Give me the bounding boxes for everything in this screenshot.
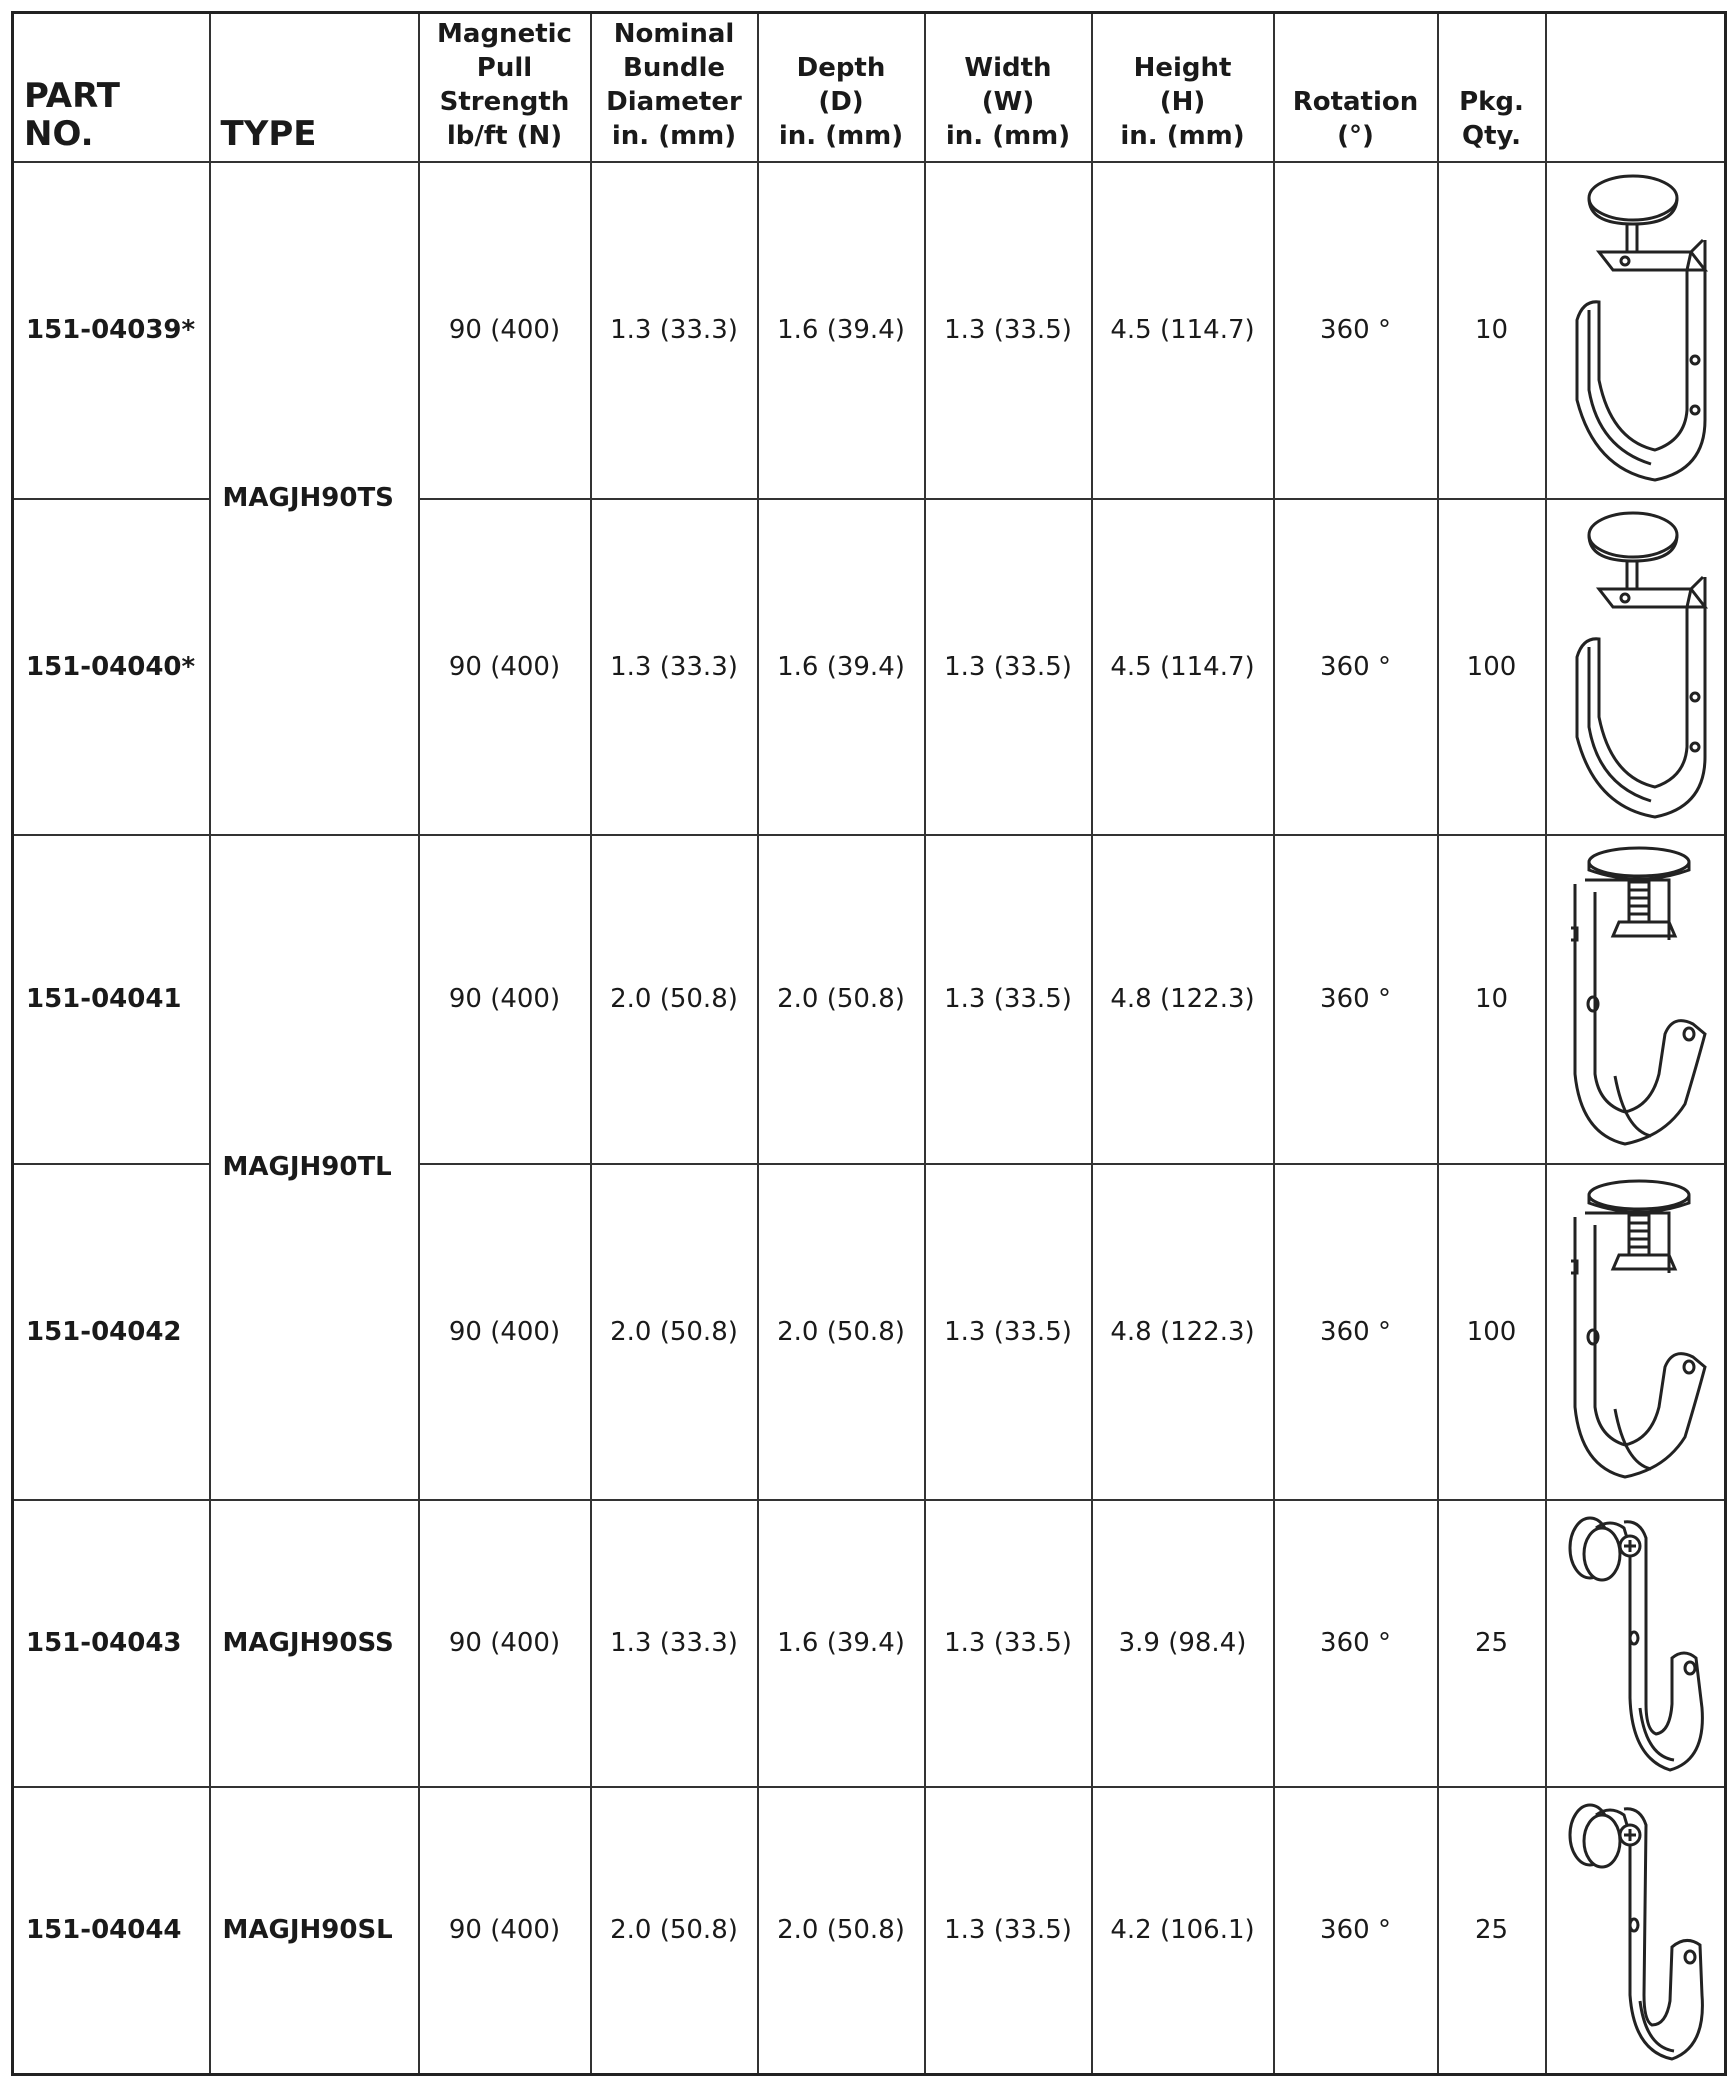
bundle-diameter-cell: 2.0 (50.8) <box>591 835 758 1164</box>
height-cell: 4.8 (122.3) <box>1092 1164 1274 1500</box>
threaded-short-hook-icon <box>1555 170 1715 490</box>
header-bundle-diameter: Nominal Bundle Diameter in. (mm) <box>591 13 758 162</box>
bundle-diameter-cell: 2.0 (50.8) <box>591 1164 758 1500</box>
depth-cell: 1.6 (39.4) <box>758 1500 925 1787</box>
pull-strength-cell: 90 (400) <box>419 499 591 835</box>
pkg-qty-cell: 10 <box>1438 835 1546 1164</box>
part-number: 151-04043 <box>13 1500 210 1787</box>
type-cell: MAGJH90SS <box>210 1500 419 1787</box>
rotation-cell: 360 ° <box>1274 1500 1438 1787</box>
depth-cell: 1.6 (39.4) <box>758 499 925 835</box>
type-cell: MAGJH90TS <box>210 162 419 835</box>
threaded-large-hook-icon <box>1555 1177 1715 1487</box>
header-pull-strength: Magnetic Pull Strength lb/ft (N) <box>419 13 591 162</box>
product-image-cell <box>1546 1787 1726 2075</box>
pull-strength-cell: 90 (400) <box>419 162 591 499</box>
side-mount-large-hook-icon <box>1560 1795 1710 2065</box>
depth-cell: 1.6 (39.4) <box>758 162 925 499</box>
header-row <box>13 13 1726 162</box>
rotation-cell: 360 ° <box>1274 162 1438 499</box>
part-number: 151-04041 <box>13 835 210 1164</box>
header-height: Height (H) in. (mm) <box>1092 13 1274 162</box>
pkg-qty-cell: 100 <box>1438 1164 1546 1500</box>
width-cell: 1.3 (33.5) <box>925 1500 1092 1787</box>
product-spec-table <box>11 11 1727 2076</box>
type-cell: MAGJH90SL <box>210 1787 419 2075</box>
product-image-cell <box>1546 1164 1726 1500</box>
height-cell: 4.5 (114.7) <box>1092 162 1274 499</box>
width-cell: 1.3 (33.5) <box>925 1787 1092 2075</box>
header-rotation: Rotation (°) <box>1274 13 1438 162</box>
pull-strength-cell: 90 (400) <box>419 835 591 1164</box>
product-image-cell <box>1546 1500 1726 1787</box>
pull-strength-cell: 90 (400) <box>419 1787 591 2075</box>
width-cell: 1.3 (33.5) <box>925 835 1092 1164</box>
rotation-cell: 360 ° <box>1274 835 1438 1164</box>
side-mount-small-hook-icon <box>1560 1508 1710 1778</box>
depth-cell: 2.0 (50.8) <box>758 1164 925 1500</box>
rotation-cell: 360 ° <box>1274 499 1438 835</box>
pkg-qty-cell: 25 <box>1438 1787 1546 2075</box>
threaded-short-hook-icon <box>1555 507 1715 827</box>
product-image-cell <box>1546 162 1726 499</box>
table-row <box>13 1787 1726 2075</box>
depth-cell: 2.0 (50.8) <box>758 835 925 1164</box>
height-cell: 4.5 (114.7) <box>1092 499 1274 835</box>
depth-cell: 2.0 (50.8) <box>758 1787 925 2075</box>
bundle-diameter-cell: 1.3 (33.3) <box>591 1500 758 1787</box>
header-type: TYPE <box>210 13 419 162</box>
header-image <box>1546 13 1726 162</box>
header-width: Width (W) in. (mm) <box>925 13 1092 162</box>
pkg-qty-cell: 10 <box>1438 162 1546 499</box>
type-cell: MAGJH90TL <box>210 835 419 1500</box>
pull-strength-cell: 90 (400) <box>419 1164 591 1500</box>
pull-strength-cell: 90 (400) <box>419 1500 591 1787</box>
part-number: 151-04042 <box>13 1164 210 1500</box>
pkg-qty-cell: 100 <box>1438 499 1546 835</box>
width-cell: 1.3 (33.5) <box>925 1164 1092 1500</box>
part-number: 151-04044 <box>13 1787 210 2075</box>
height-cell: 4.8 (122.3) <box>1092 835 1274 1164</box>
part-number: 151-04040* <box>13 499 210 835</box>
rotation-cell: 360 ° <box>1274 1164 1438 1500</box>
pkg-qty-cell: 25 <box>1438 1500 1546 1787</box>
header-depth: Depth (D) in. (mm) <box>758 13 925 162</box>
header-part-no: PART NO. <box>13 13 210 162</box>
width-cell: 1.3 (33.5) <box>925 499 1092 835</box>
rotation-cell: 360 ° <box>1274 1787 1438 2075</box>
product-image-cell <box>1546 499 1726 835</box>
table-row <box>13 162 1726 499</box>
part-number: 151-04039* <box>13 162 210 499</box>
header-pkg-qty: Pkg. Qty. <box>1438 13 1546 162</box>
height-cell: 4.2 (106.1) <box>1092 1787 1274 2075</box>
width-cell: 1.3 (33.5) <box>925 162 1092 499</box>
product-image-cell <box>1546 835 1726 1164</box>
bundle-diameter-cell: 1.3 (33.3) <box>591 499 758 835</box>
bundle-diameter-cell: 2.0 (50.8) <box>591 1787 758 2075</box>
table-row <box>13 1500 1726 1787</box>
threaded-large-hook-icon <box>1555 844 1715 1154</box>
table-row <box>13 835 1726 1164</box>
height-cell: 3.9 (98.4) <box>1092 1500 1274 1787</box>
bundle-diameter-cell: 1.3 (33.3) <box>591 162 758 499</box>
